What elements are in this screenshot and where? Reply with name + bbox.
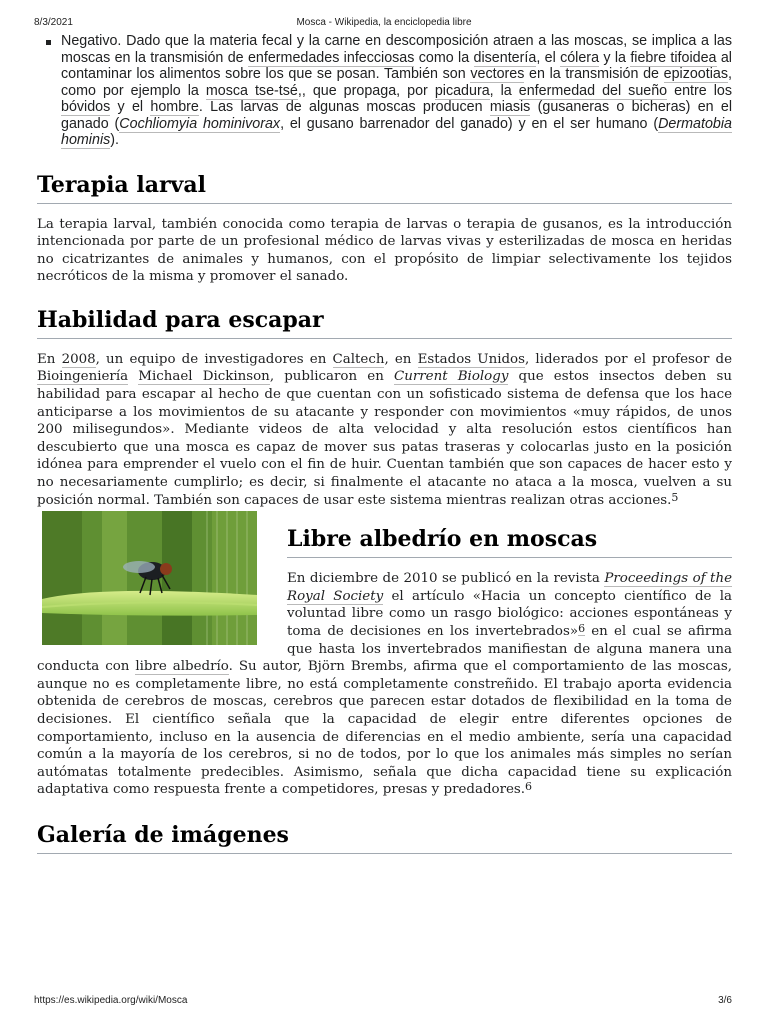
print-date: 8/3/2021 <box>34 17 73 28</box>
fly-on-leaf-photo <box>42 511 257 645</box>
paragraph-terapia-larval: La terapia larval, también conocida como terapia de larvas o terapia de gusanos, es la introducción intencionada por parte de un profesional médico de larvas vivas y esterilizadas de mosca en heridas no cicatrizantes de animales y humanos, con el propósito de limpiar selectivamente los tejidos necróticos de la misma y promover el sanado. <box>37 216 732 285</box>
link-hombre[interactable]: hombre <box>150 99 199 115</box>
link-mosca-tse-tse[interactable]: mosca tse-tsé <box>205 82 298 99</box>
print-footer <box>0 995 768 1009</box>
link-disenteria[interactable]: disentería <box>473 49 537 66</box>
link-cochliomyia-hominivorax[interactable]: Cochliomyia hominivorax <box>119 115 281 132</box>
link-fiebre-tifoidea[interactable]: fiebre tifoidea <box>630 49 717 66</box>
print-header <box>0 17 768 31</box>
link-enfermedades-infecciosas[interactable]: enfermedades infecciosas <box>247 49 415 66</box>
link-caltech[interactable]: Caltech <box>332 351 385 367</box>
link-picadura[interactable]: picadura <box>434 82 490 99</box>
link-enfermedad-del-sueno[interactable]: enfermedad del sueño <box>518 82 668 99</box>
heading-habilidad-para-escapar: Habilidad para escapar <box>37 306 732 339</box>
print-url: https://es.wikipedia.org/wiki/Mosca <box>34 995 188 1006</box>
link-2008[interactable]: 2008 <box>61 351 96 367</box>
reference-6a[interactable]: 6 <box>578 622 586 635</box>
link-colera[interactable]: cólera <box>560 49 600 66</box>
impact-list <box>37 33 732 149</box>
link-bovidos[interactable]: bóvidos <box>61 99 111 115</box>
link-epizootias[interactable]: epizootias <box>663 66 729 82</box>
heading-libre-albedrio: Libre albedrío en moscas <box>287 525 732 558</box>
paragraph-libre-albedrio: En diciembre de 2010 se publicó en la revista Proceedings of the Royal Society el artículo «Hacia un concepto científico de la voluntad libre como un rasgo biológico: acciones espontáneas y toma de decisiones en los invertebrados»$^6$ en el cual se afirma que hasta los invertebrados manifiestan de alguna manera una conducta con libre albedrío. Su autor, Björn Brembs, afirma que el comportamiento de las moscas, aunque no es completamente libre, no está completamente constreñido. El trabajo aporta evidencia obtenida de cerebros de moscas, cerebros que parecen estar dotados de flexibilidad en la toma de decisiones. El científico señala que la capacidad de elegir entre diferentes opciones de comportamiento, incluso en la ausencia de diferencias en el medio ambiente, sería una capacidad común a la mayoría de los cerebros, si no de todos, por lo que los animales más simples no serían autómatas totalmente predecibles. Asimismo, señala que dicha capacidad tiene su explicación adaptativa como respuesta frente a competidores, presas y predadores.$^6$ <box>37 571 732 798</box>
list-item-negativo: Negativo. Dado que la materia fecal y la carne en descomposición atraen a las moscas, se implica a las moscas en la transmisión de enfermedades infecciosas como la disentería, el cólera y la fiebre tifoidea al contaminar los alimentos sobre los que se posan. También son vectores en la transmisión de epizootias, como por ejemplo la mosca tse-tsé,, que propaga, por picadura, la enfermedad del sueño entre los bóvidos y el hombre. Las larvas de algunas moscas producen miasis (gusaneras o bicheras) en el ganado (Cochliomyia hominivorax, el gusano barrenador del ganado) y en el ser humano (Dermatobia hominis). <box>61 33 733 148</box>
link-vectores[interactable]: vectores <box>470 66 525 82</box>
article-content <box>37 33 732 854</box>
reference-6b[interactable]: 6 <box>525 780 533 794</box>
link-libre-albedrio[interactable]: libre albedrío <box>135 659 229 675</box>
link-current-biology[interactable]: Current Biology <box>393 369 509 385</box>
link-proceedings-royal-society[interactable]: Proceedings of the Royal Society <box>287 571 732 604</box>
link-michael-dickinson[interactable]: Michael Dickinson <box>138 369 270 385</box>
link-dermatobia-hominis[interactable]: Dermatobia hominis <box>61 115 732 148</box>
link-miasis[interactable]: miasis <box>489 99 531 115</box>
heading-galeria-de-imagenes: Galería de imágenes <box>37 821 732 854</box>
link-bioingenieria[interactable]: Bioingeniería <box>37 369 129 385</box>
link-estados-unidos[interactable]: Estados Unidos <box>417 351 525 367</box>
print-page-number: 3/6 <box>718 995 732 1006</box>
fly-photo-drawing <box>42 511 257 645</box>
reference-5[interactable]: 5 <box>671 490 679 504</box>
paragraph-habilidad-para-escapar: En 2008, un equipo de investigadores en Caltech, en Estados Unidos, liderados por el profesor de Bioingeniería Michael Dickinson, publicaron en Current Biology que estos insectos deben su habilidad para escapar al hecho de que cuentan con un sofisticado sistema de defensa que los hace anticiparse a los movimientos de su atacante y responder con movimientos «muy rápidos, de unos 200 milisegundos». Mediante videos de alta velocidad y alta resolución estos científicos han descubierto que una mosca es capaz de mover sus patas traseras y colocarlas justo en la posición idónea para emprender el vuelo con el fin de huir. Cuentan también que son capaces de hacer esto y no necesariamente cumplirlo; es decir, si finalmente el atacante no ataca a la mosca, vuelven a su posición normal. También son capaces de usar este sistema mientras realizan otras acciones.$^5$ <box>37 351 733 508</box>
heading-terapia-larval: Terapia larval <box>37 171 732 204</box>
print-page-title: Mosca - Wikipedia, la enciclopedia libre <box>296 17 472 28</box>
